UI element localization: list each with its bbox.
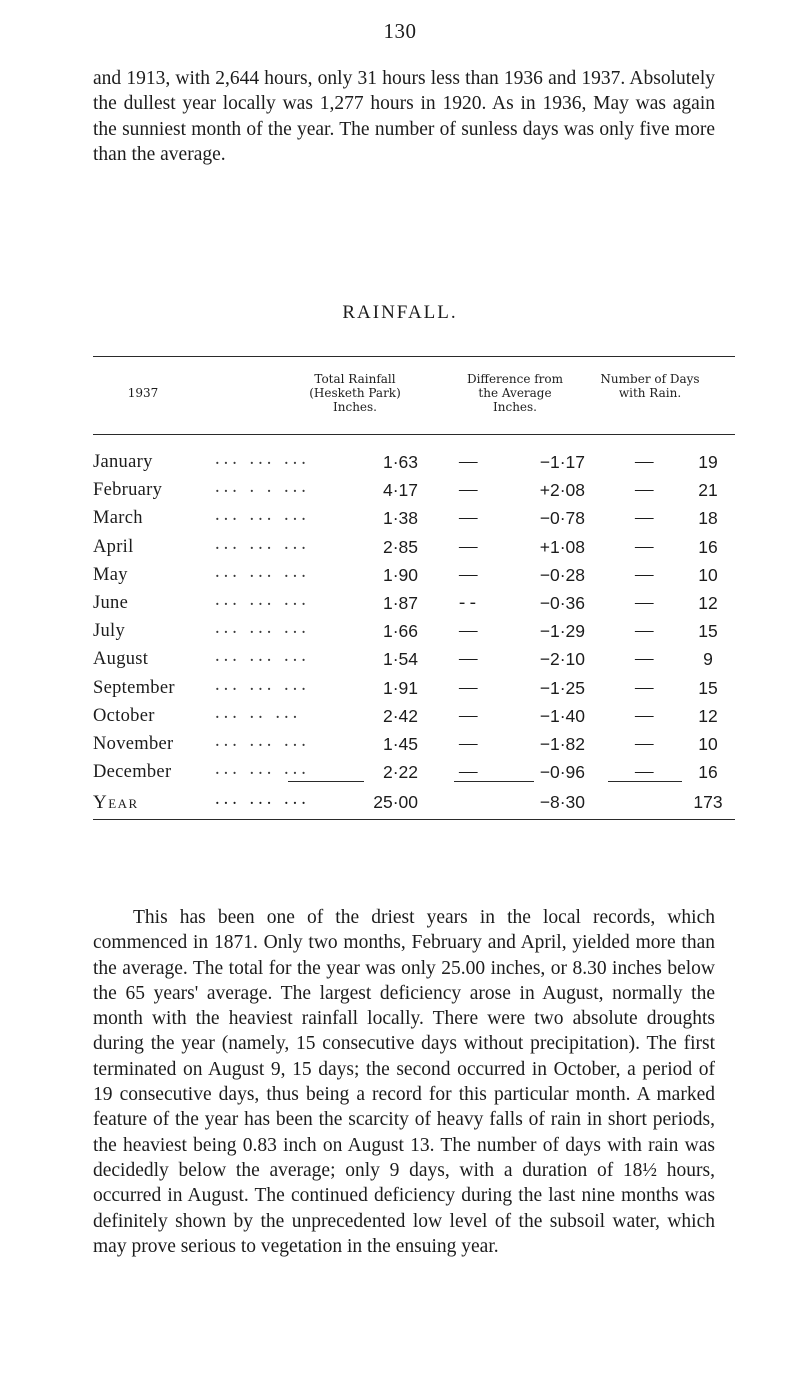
header-diff-line1: Difference from xyxy=(466,372,564,386)
header-year-text: 1937 xyxy=(127,386,159,400)
separator-dash: — xyxy=(459,762,478,783)
table-bottom-rule xyxy=(93,819,735,820)
table-row xyxy=(93,533,735,565)
difference-cell: −0·78 xyxy=(539,508,585,529)
leader-dots: ... ... ... xyxy=(215,789,310,809)
table-row xyxy=(93,618,735,649)
table-row xyxy=(93,674,735,706)
separator-dash: — xyxy=(635,649,654,670)
header-diff-line2: the Average xyxy=(478,386,552,400)
year-total-rainfall: 25·00 xyxy=(373,792,418,812)
header-year xyxy=(93,386,193,400)
difference-cell: −0·28 xyxy=(539,564,585,585)
diff-sum-rule xyxy=(454,781,534,782)
separator-dash: — xyxy=(635,705,654,726)
difference-cell: −1·82 xyxy=(539,733,585,754)
table-row xyxy=(93,730,735,762)
header-days-with-rain xyxy=(580,372,720,400)
header-difference xyxy=(430,372,600,414)
table-row xyxy=(93,759,735,790)
leader-dots: ... ... ... xyxy=(215,674,310,695)
month-cell: April xyxy=(93,536,134,557)
table-row xyxy=(93,505,735,536)
year-total-row xyxy=(93,789,735,818)
days-with-rain-cell: 15 xyxy=(698,677,718,698)
table-top-rule xyxy=(93,356,735,357)
days-with-rain-cell: 19 xyxy=(698,452,718,472)
leader-dots: ... ... ... xyxy=(215,646,310,667)
header-total-line3: Inches. xyxy=(333,400,377,414)
total-rainfall-cell: 1·38 xyxy=(382,508,418,529)
leader-dots: ... ... ... xyxy=(215,505,310,526)
leader-dots: ... ... ... xyxy=(215,730,310,751)
separator-dash: — xyxy=(635,621,654,642)
difference-cell: +2·08 xyxy=(539,480,585,501)
separator-dash: — xyxy=(459,480,478,501)
difference-cell: −1·25 xyxy=(539,677,585,698)
year-label: Year xyxy=(93,792,139,813)
days-with-rain-cell: 21 xyxy=(698,480,718,501)
difference-cell: −0·36 xyxy=(539,592,585,613)
difference-cell: −2·10 xyxy=(539,649,585,670)
leader-dots: ... .. ... xyxy=(215,702,302,723)
month-cell: June xyxy=(93,592,129,613)
total-rainfall-cell: 1·90 xyxy=(382,564,418,585)
table-body xyxy=(93,449,735,790)
days-with-rain-cell: 15 xyxy=(698,621,718,642)
separator-dash: — xyxy=(459,508,478,529)
days-with-rain-cell: 18 xyxy=(698,508,718,529)
separator-dash: — xyxy=(459,733,478,754)
difference-cell: −0·96 xyxy=(539,762,585,783)
separator-dash: — xyxy=(635,452,654,472)
total-rainfall-cell: 1·66 xyxy=(382,621,418,642)
separator-dash: — xyxy=(459,705,478,726)
total-rainfall-cell: 1·63 xyxy=(382,452,418,472)
leader-dots: ... ... ... xyxy=(215,561,310,582)
leader-dots: ... . . ... xyxy=(215,477,310,498)
days-with-rain-cell: 16 xyxy=(698,762,718,783)
separator-dash: — xyxy=(459,621,478,642)
days-with-rain-cell: 16 xyxy=(698,536,718,557)
table-row xyxy=(93,646,735,677)
separator-dash: — xyxy=(635,564,654,585)
month-cell: July xyxy=(93,621,126,642)
separator-dash: — xyxy=(635,592,654,613)
page-number: 130 xyxy=(383,19,417,43)
header-diff-line3: Inches. xyxy=(493,400,537,414)
separator-dash: — xyxy=(459,536,478,557)
total-rainfall-cell: 1·87 xyxy=(382,592,418,613)
total-rainfall-cell: 2·22 xyxy=(382,762,418,783)
leader-dots: ... ... ... xyxy=(215,449,310,469)
header-bottom-rule xyxy=(93,434,735,435)
month-cell: February xyxy=(93,480,163,501)
year-total-difference: −8·30 xyxy=(539,792,585,812)
total-rainfall-cell: 4·17 xyxy=(382,480,418,501)
days-with-rain-cell: 10 xyxy=(698,564,718,585)
intro-paragraph: and 1913, with 2,644 hours, only 31 hours less than 1936 and 1937. Absolutely the dullest year locally was 1,277 hours in 1920. As in 1936, May was again the sunniest month of the year. The number of sunless days was only five more than the average. xyxy=(93,68,715,165)
days-sum-rule xyxy=(608,781,682,782)
difference-cell: +1·08 xyxy=(539,536,585,557)
total-rainfall-cell: 1·45 xyxy=(382,733,418,754)
days-with-rain-cell: 12 xyxy=(698,592,718,613)
table-row xyxy=(93,449,735,480)
days-with-rain-cell: 9 xyxy=(703,649,713,670)
difference-cell: −1·29 xyxy=(539,621,585,642)
header-total-line2: (Hesketh Park) xyxy=(309,386,401,400)
month-cell: March xyxy=(93,508,143,529)
month-cell: May xyxy=(93,564,128,585)
separator-dash: - - xyxy=(459,592,476,613)
separator-dash: — xyxy=(459,649,478,670)
separator-dash: — xyxy=(635,536,654,557)
closing-paragraph: This has been one of the driest years in the local records, which commenced in 1871. Only two months, February and April, yielded more than the average. The total for the year was only 25.00 inches, or 8.30 inches below the 65 years' average. The largest deficiency arose in August, normally the month with the heaviest rainfall locally. There were two absolute droughts during the year (namely, 15 consecutive days without precipitation). The first terminated on August 9, 15 days; the second occurred in October, a period of 19 consecutive days, thus being a record for this particular month. A marked feature of the year has been the scarcity of heavy falls of rain in short periods, the heaviest being 0.83 inch on August 13. The number of days with rain was decidedly below the average; only 9 days, with a duration of 18½ hours, occurred in August. The continued deficiency during the last nine months was definitely shown by the unprecedented low level of the subsoil water, which may prove serious to vegetation in the ensuing year. xyxy=(93,907,715,1257)
total-rainfall-cell: 1·91 xyxy=(382,677,418,698)
total-rainfall-cell: 2·42 xyxy=(382,705,418,726)
header-total-rainfall xyxy=(270,372,440,414)
month-cell: November xyxy=(93,733,174,754)
separator-dash: — xyxy=(459,677,478,698)
month-cell: December xyxy=(93,762,172,783)
header-days-line2: with Rain. xyxy=(618,386,682,400)
leader-dots: ... ... ... xyxy=(215,759,310,780)
section-title: RAINFALL. xyxy=(342,302,458,323)
year-total-days: 173 xyxy=(693,792,723,812)
table-row xyxy=(93,561,735,593)
header-days-line1: Number of Days xyxy=(600,372,700,386)
leader-dots: ... ... ... xyxy=(215,589,310,610)
separator-dash: — xyxy=(459,564,478,585)
days-with-rain-cell: 12 xyxy=(698,705,718,726)
separator-dash: — xyxy=(459,452,478,472)
total-rainfall-cell: 2·85 xyxy=(382,536,418,557)
table-row xyxy=(93,477,735,508)
table-row xyxy=(93,589,735,621)
total-rainfall-cell: 1·54 xyxy=(382,649,418,670)
separator-dash: — xyxy=(635,508,654,529)
difference-cell: −1·40 xyxy=(539,705,585,726)
difference-cell: −1·17 xyxy=(539,452,585,472)
separator-dash: — xyxy=(635,762,654,783)
header-total-line1: Total Rainfall xyxy=(314,372,396,386)
month-cell: August xyxy=(93,649,149,670)
table-row xyxy=(93,702,735,734)
leader-dots: ... ... ... xyxy=(215,533,310,554)
total-sum-rule xyxy=(288,781,364,782)
separator-dash: — xyxy=(635,677,654,698)
month-cell: October xyxy=(93,705,155,726)
month-cell: September xyxy=(93,677,175,698)
separator-dash: — xyxy=(635,480,654,501)
month-cell: January xyxy=(93,452,153,472)
leader-dots: ... ... ... xyxy=(215,618,310,639)
days-with-rain-cell: 10 xyxy=(698,733,718,754)
separator-dash: — xyxy=(635,733,654,754)
